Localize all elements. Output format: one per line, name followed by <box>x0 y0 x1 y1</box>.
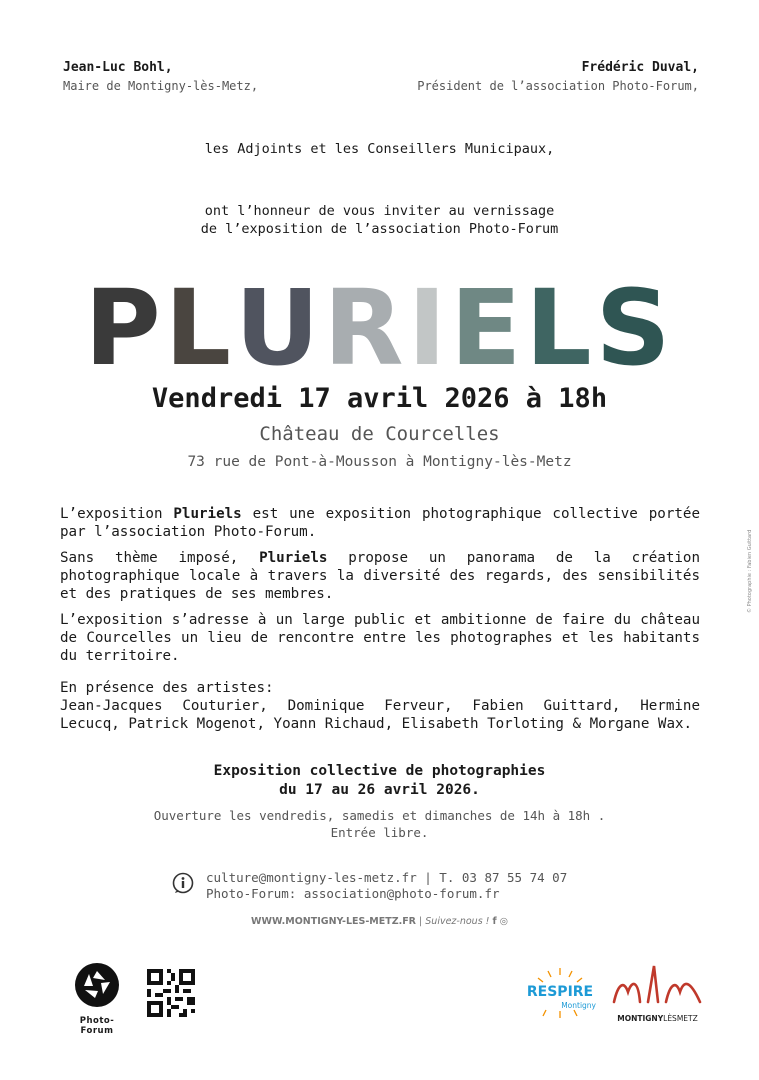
event-address: 73 rue de Pont-à-Mousson à Montigny-lès-Metz <box>187 454 572 470</box>
contact-line-1: culture@montigny-les-metz.fr | T. 03 87 55 74 07 <box>206 870 568 885</box>
respire-wordmark: RESPIRE <box>526 984 594 1000</box>
title-letter-l2: L <box>525 267 596 389</box>
intro-line-3: de l’exposition de l’association Photo-Forum <box>200 221 559 237</box>
exhibition-dates: du 17 au 26 avril 2026. <box>279 782 480 798</box>
title-letter-e: E <box>450 267 526 389</box>
opening-hours: Ouverture les vendredis, samedis et dimanches de 14h à 18h . <box>153 808 606 823</box>
info-icon <box>172 872 194 894</box>
mlm-label-montigny: MONTIGNY <box>617 1014 664 1023</box>
photo-credit: © Photographie : Fabien Guittard <box>747 529 753 613</box>
entry-info: Entrée libre. <box>330 825 429 840</box>
artists-block <box>60 679 700 733</box>
president-role: Président de l’association Photo-Forum, <box>417 79 699 93</box>
title-letter-l: L <box>164 267 236 389</box>
artists-intro: En présence des artistes: <box>60 680 274 696</box>
description-paragraph-1: L’exposition Pluriels est une exposition photographique collective portée par l’association Photo-Forum. <box>60 506 700 540</box>
mlm-label <box>610 1014 705 1023</box>
event-date: Vendredi 17 avril 2026 à 18h <box>151 383 608 414</box>
follow-text: Suivez-nous ! <box>425 916 490 927</box>
mlm-monogram-icon <box>610 962 705 1008</box>
website-separator: | <box>419 916 423 927</box>
photoforum-logo <box>65 962 129 1036</box>
exhibition-heading: Exposition collective de photographies <box>213 763 546 779</box>
instagram-icon[interactable]: ◎ <box>499 916 508 927</box>
description-paragraph-3: L’exposition s’adresse à un large public et ambitionne de faire du château de Courcelles un lieu de rencontre entre les photographes et les habitants du territoire. <box>60 612 700 664</box>
contact-line-2: Photo-Forum: association@photo-forum.fr <box>206 886 500 901</box>
artists-list: Jean-Jacques Couturier, Dominique Ferveur, Fabien Guittard, Hermine Lecucq, Patrick Mogenot, Yoann Richaud, Elisabeth Torloting & Morgane Wax. <box>60 698 700 732</box>
website-footer <box>0 916 759 927</box>
mayor-name: Jean-Luc Bohl, <box>63 60 173 75</box>
photoforum-label: Photo-Forum <box>79 1016 115 1036</box>
title-letter-s: S <box>595 267 675 389</box>
exhibition-title <box>0 267 759 389</box>
title-letter-r: R <box>323 267 408 389</box>
aperture-icon <box>65 962 129 1008</box>
title-letter-i: I <box>407 267 451 389</box>
mayor-role: Maire de Montigny-lès-Metz, <box>63 79 259 93</box>
respire-subtitle: Montigny <box>561 1001 596 1010</box>
intro-line-1: les Adjoints et les Conseillers Municipaux, <box>204 141 555 157</box>
description-paragraph-2: Sans thème imposé, Pluriels propose un panorama de la création photographique locale à travers la diversité des regards, des sensibilités et des pratiques de ses membres. <box>60 550 700 602</box>
title-letter-p: P <box>84 267 165 389</box>
respire-logo <box>524 966 596 1022</box>
intro-line-2: ont l’honneur de vous inviter au vernissage <box>204 203 555 219</box>
qr-code[interactable] <box>147 969 195 1017</box>
facebook-icon[interactable]: f <box>492 916 497 927</box>
title-letter-u: U <box>235 267 324 389</box>
website-link[interactable]: WWW.MONTIGNY-LES-METZ.FR <box>251 916 416 927</box>
event-venue: Château de Courcelles <box>259 423 500 445</box>
mlm-logo <box>610 962 705 1024</box>
mlm-label-lesmetz: LÈSMETZ <box>663 1014 698 1023</box>
description <box>60 505 700 673</box>
president-name: Frédéric Duval, <box>581 60 699 75</box>
